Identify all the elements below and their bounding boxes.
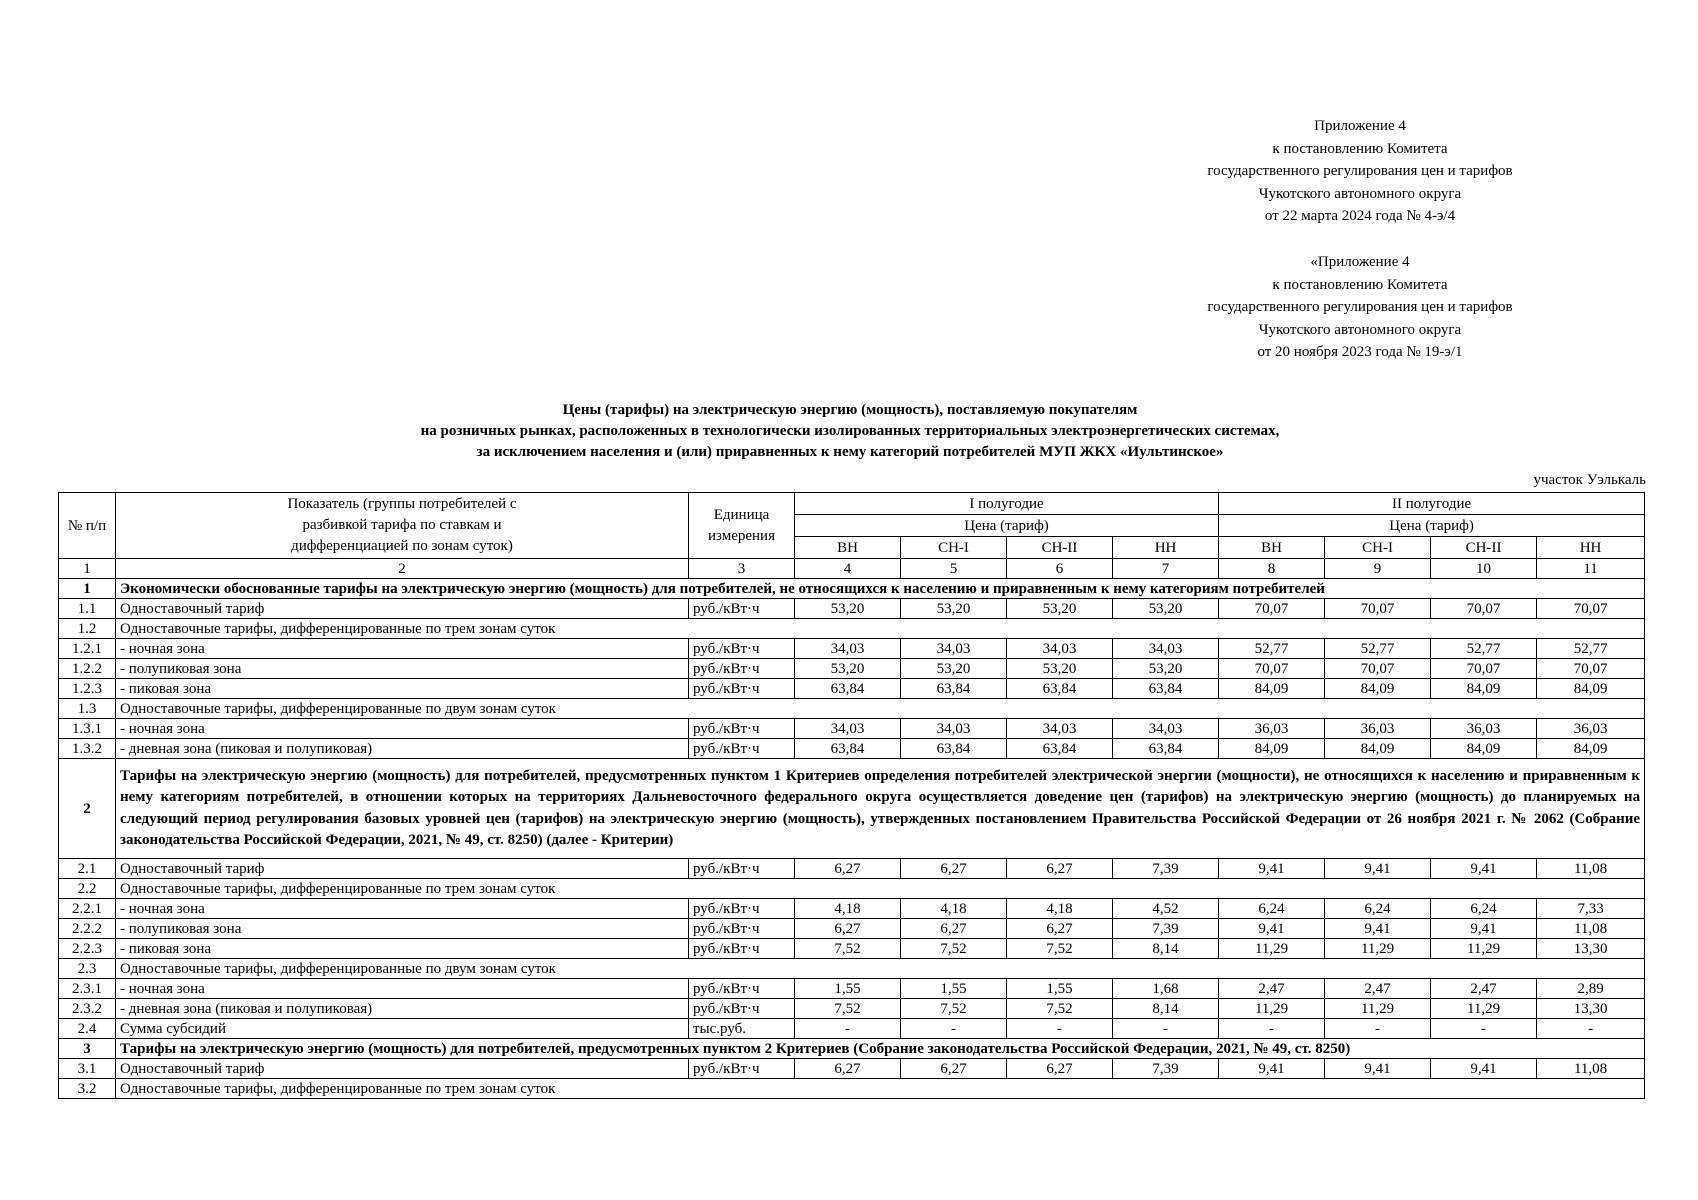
section-row <box>59 759 1645 859</box>
tariff-value-cell: 84,09 <box>1325 679 1431 699</box>
tariff-value-cell: 84,09 <box>1537 739 1645 759</box>
tariff-value-cell: 9,41 <box>1219 919 1325 939</box>
section-number: 3 <box>59 1039 116 1059</box>
tariff-value-cell: 34,03 <box>1007 719 1113 739</box>
row-indicator: - полупиковая зона <box>116 919 689 939</box>
tariff-value-cell: 52,77 <box>1219 639 1325 659</box>
tariff-value-cell: 36,03 <box>1537 719 1645 739</box>
tariff-value-cell: 6,27 <box>795 919 901 939</box>
column-number-cell: 8 <box>1219 559 1325 579</box>
appendix-header-current <box>1160 115 1560 228</box>
tariff-value-cell: 6,24 <box>1325 899 1431 919</box>
tariff-value-cell: - <box>1431 1019 1537 1039</box>
row-unit: руб./кВт·ч <box>689 999 795 1019</box>
subgroup-title: Одноставочные тарифы, дифференцированные по двум зонам суток <box>116 959 1645 979</box>
row-number: 1.3 <box>59 699 116 719</box>
tariff-value-cell: 2,47 <box>1431 979 1537 999</box>
tariff-value-cell: 84,09 <box>1431 739 1537 759</box>
row-number: 1.1 <box>59 599 116 619</box>
tariff-value-cell: 53,20 <box>1007 659 1113 679</box>
row-number: 2.3.1 <box>59 979 116 999</box>
tariff-value-cell: 9,41 <box>1325 859 1431 879</box>
tariff-value-cell: 9,41 <box>1325 919 1431 939</box>
subgroup-title: Одноставочные тарифы, дифференцированные по трем зонам суток <box>116 619 1645 639</box>
tariff-value-cell: 11,29 <box>1325 939 1431 959</box>
tariff-value-cell: 4,52 <box>1113 899 1219 919</box>
row-number: 1.2.2 <box>59 659 116 679</box>
tariff-value-cell: - <box>1537 1019 1645 1039</box>
row-number: 1.2.1 <box>59 639 116 659</box>
row-unit: руб./кВт·ч <box>689 979 795 999</box>
tariff-value-cell: 63,84 <box>1113 739 1219 759</box>
tariff-value-cell: 63,84 <box>901 739 1007 759</box>
tariff-value-cell: 52,77 <box>1431 639 1537 659</box>
tariff-value-cell: 9,41 <box>1431 859 1537 879</box>
row-number: 1.2.3 <box>59 679 116 699</box>
row-indicator: - полупиковая зона <box>116 659 689 679</box>
row-number: 2.4 <box>59 1019 116 1039</box>
tariff-value-cell: 9,41 <box>1431 1059 1537 1079</box>
table-row <box>59 859 1645 879</box>
tariff-value-cell: 34,03 <box>901 639 1007 659</box>
appendix-line: Чукотского автономного округа <box>1258 321 1462 338</box>
tariff-value-cell: 53,20 <box>1113 599 1219 619</box>
tariff-value-cell: - <box>1219 1019 1325 1039</box>
header-price-2: Цена (тариф) <box>1219 515 1645 537</box>
section-number: 2 <box>59 759 116 859</box>
tariff-value-cell: 36,03 <box>1431 719 1537 739</box>
tariff-value-cell: 70,07 <box>1219 599 1325 619</box>
tariff-value-cell: 1,55 <box>795 979 901 999</box>
tariff-value-cell: 9,41 <box>1219 1059 1325 1079</box>
table-row <box>59 739 1645 759</box>
section-row <box>59 1039 1645 1059</box>
row-unit: руб./кВт·ч <box>689 599 795 619</box>
row-indicator: - пиковая зона <box>116 679 689 699</box>
tariff-value-cell: 34,03 <box>1007 639 1113 659</box>
row-number: 1.3.2 <box>59 739 116 759</box>
table-row <box>59 639 1645 659</box>
header-level: НН <box>1537 537 1645 559</box>
tariff-value-cell: 34,03 <box>1113 719 1219 739</box>
tariff-value-cell: 6,24 <box>1431 899 1537 919</box>
row-number: 2.1 <box>59 859 116 879</box>
appendix-line: Чукотского автономного округа <box>1258 185 1462 202</box>
tariff-value-cell: 6,27 <box>1007 859 1113 879</box>
row-unit: руб./кВт·ч <box>689 639 795 659</box>
tariff-value-cell: 36,03 <box>1219 719 1325 739</box>
table-row <box>59 1019 1645 1039</box>
tariff-value-cell: 7,39 <box>1113 1059 1219 1079</box>
header-level: НН <box>1113 537 1219 559</box>
row-unit: руб./кВт·ч <box>689 919 795 939</box>
appendix-line: к постановлению Комитета <box>1272 140 1448 157</box>
table-row <box>59 599 1645 619</box>
column-number-cell: 3 <box>689 559 795 579</box>
document-title <box>120 400 1580 463</box>
row-indicator: - пиковая зона <box>116 939 689 959</box>
tariff-value-cell: 11,08 <box>1537 859 1645 879</box>
row-number: 1.2 <box>59 619 116 639</box>
row-indicator: - ночная зона <box>116 899 689 919</box>
column-number-cell: 2 <box>116 559 689 579</box>
tariff-value-cell: 84,09 <box>1325 739 1431 759</box>
row-unit: руб./кВт·ч <box>689 719 795 739</box>
column-number-row <box>59 559 1645 579</box>
tariff-value-cell: 11,08 <box>1537 919 1645 939</box>
row-unit: руб./кВт·ч <box>689 859 795 879</box>
tariff-value-cell: 11,29 <box>1219 939 1325 959</box>
header-level: СН-II <box>1007 537 1113 559</box>
tariff-value-cell: 7,39 <box>1113 859 1219 879</box>
subgroup-row <box>59 699 1645 719</box>
table-row <box>59 659 1645 679</box>
row-unit: руб./кВт·ч <box>689 659 795 679</box>
table-row <box>59 939 1645 959</box>
tariff-value-cell: 7,52 <box>1007 939 1113 959</box>
appendix-line: «Приложение 4 <box>1310 254 1410 270</box>
tariff-value-cell: - <box>1007 1019 1113 1039</box>
row-unit: руб./кВт·ч <box>689 939 795 959</box>
tariff-value-cell: 63,84 <box>795 679 901 699</box>
section-title: Экономически обоснованные тарифы на электрическую энергию (мощность) для потребителей, не относящихся к населению и приравненным к нему категориям потребителей <box>116 579 1645 599</box>
row-indicator: Одноставочный тариф <box>116 599 689 619</box>
table-row <box>59 979 1645 999</box>
tariff-value-cell: 11,08 <box>1537 1059 1645 1079</box>
tariff-value-cell: 34,03 <box>795 639 901 659</box>
header-unit: Единица измерения <box>689 493 795 559</box>
row-number: 2.2 <box>59 879 116 899</box>
tariff-value-cell: 9,41 <box>1431 919 1537 939</box>
tariff-value-cell: 6,27 <box>795 859 901 879</box>
row-indicator: - ночная зона <box>116 639 689 659</box>
column-number-cell: 7 <box>1113 559 1219 579</box>
tariff-value-cell: 13,30 <box>1537 999 1645 1019</box>
title-line: за исключением населения и (или) приравненных к нему категорий потребителей МУП ЖКХ «Иультинское» <box>476 444 1224 460</box>
row-number: 1.3.1 <box>59 719 116 739</box>
appendix-header-amended <box>1160 251 1560 364</box>
column-number-cell: 9 <box>1325 559 1431 579</box>
row-indicator: - ночная зона <box>116 979 689 999</box>
table-row <box>59 899 1645 919</box>
row-unit: руб./кВт·ч <box>689 899 795 919</box>
row-indicator: - дневная зона (пиковая и полупиковая) <box>116 739 689 759</box>
tariff-value-cell: 8,14 <box>1113 999 1219 1019</box>
tariff-value-cell: 52,77 <box>1325 639 1431 659</box>
column-number-cell: 5 <box>901 559 1007 579</box>
site-label: участок Уэлькаль <box>1533 472 1646 488</box>
subgroup-title: Одноставочные тарифы, дифференцированные по трем зонам суток <box>116 879 1645 899</box>
table-row <box>59 679 1645 699</box>
tariff-value-cell: 4,18 <box>1007 899 1113 919</box>
tariff-value-cell: 11,29 <box>1219 999 1325 1019</box>
tariff-value-cell: 53,20 <box>795 659 901 679</box>
tariff-value-cell: 11,29 <box>1325 999 1431 1019</box>
row-unit: руб./кВт·ч <box>689 1059 795 1079</box>
appendix-line: государственного регулирования цен и тарифов <box>1207 163 1513 179</box>
tariff-value-cell: 34,03 <box>795 719 901 739</box>
tariff-value-cell: - <box>901 1019 1007 1039</box>
header-level: ВН <box>795 537 901 559</box>
tariff-value-cell: 9,41 <box>1325 1059 1431 1079</box>
tariff-value-cell: 53,20 <box>901 599 1007 619</box>
row-number: 3.2 <box>59 1079 116 1099</box>
tariff-value-cell: 63,84 <box>901 679 1007 699</box>
title-line: Цены (тарифы) на электрическую энергию (мощность), поставляемую покупателям <box>562 402 1138 418</box>
tariff-value-cell: 63,84 <box>1113 679 1219 699</box>
header-level: СН-I <box>1325 537 1431 559</box>
table-row <box>59 719 1645 739</box>
tariff-value-cell: 70,07 <box>1219 659 1325 679</box>
tariff-value-cell: 6,27 <box>1007 1059 1113 1079</box>
header-level: СН-I <box>901 537 1007 559</box>
row-indicator: - ночная зона <box>116 719 689 739</box>
tariff-value-cell: 70,07 <box>1325 599 1431 619</box>
tariff-value-cell: 63,84 <box>795 739 901 759</box>
tariff-value-cell: 84,09 <box>1431 679 1537 699</box>
tariff-value-cell: - <box>1325 1019 1431 1039</box>
subgroup-title: Одноставочные тарифы, дифференцированные по двум зонам суток <box>116 699 1645 719</box>
header-price-1: Цена (тариф) <box>795 515 1219 537</box>
tariff-value-cell: 6,24 <box>1219 899 1325 919</box>
tariff-value-cell: 1,68 <box>1113 979 1219 999</box>
section-title: Тарифы на электрическую энергию (мощность) для потребителей, предусмотренных пунктом 2 Критериев (Собрание законодательства Российской Федерации, 2021, № 49, ст. 8250) <box>116 1039 1645 1059</box>
column-number-cell: 11 <box>1537 559 1645 579</box>
tariff-table-body <box>59 579 1645 1099</box>
subgroup-row <box>59 619 1645 639</box>
tariff-value-cell: 70,07 <box>1431 599 1537 619</box>
tariff-value-cell: 7,39 <box>1113 919 1219 939</box>
tariff-value-cell: 6,27 <box>901 919 1007 939</box>
tariff-value-cell: 70,07 <box>1431 659 1537 679</box>
tariff-value-cell: 11,29 <box>1431 999 1537 1019</box>
subgroup-row <box>59 879 1645 899</box>
row-number: 2.3.2 <box>59 999 116 1019</box>
subgroup-row <box>59 1079 1645 1099</box>
row-unit: тыс.руб. <box>689 1019 795 1039</box>
tariff-value-cell: 63,84 <box>1007 739 1113 759</box>
tariff-value-cell: 2,89 <box>1537 979 1645 999</box>
section-number: 1 <box>59 579 116 599</box>
tariff-value-cell: 34,03 <box>901 719 1007 739</box>
section-row <box>59 579 1645 599</box>
tariff-value-cell: 6,27 <box>901 859 1007 879</box>
tariff-value-cell: - <box>1113 1019 1219 1039</box>
tariff-value-cell: 84,09 <box>1537 679 1645 699</box>
tariff-value-cell: 13,30 <box>1537 939 1645 959</box>
tariff-value-cell: 1,55 <box>901 979 1007 999</box>
table-row <box>59 1059 1645 1079</box>
tariff-value-cell: 9,41 <box>1219 859 1325 879</box>
tariff-value-cell: 84,09 <box>1219 739 1325 759</box>
row-indicator: Одноставочный тариф <box>116 859 689 879</box>
tariff-value-cell: 53,20 <box>901 659 1007 679</box>
tariff-value-cell: 11,29 <box>1431 939 1537 959</box>
table-row <box>59 919 1645 939</box>
subgroup-row <box>59 959 1645 979</box>
tariff-value-cell: 4,18 <box>795 899 901 919</box>
tariff-value-cell: 2,47 <box>1219 979 1325 999</box>
column-number-cell: 1 <box>59 559 116 579</box>
tariff-value-cell: 6,27 <box>901 1059 1007 1079</box>
tariff-value-cell: 34,03 <box>1113 639 1219 659</box>
row-number: 2.3 <box>59 959 116 979</box>
header-level: ВН <box>1219 537 1325 559</box>
tariff-value-cell: 84,09 <box>1219 679 1325 699</box>
tariff-value-cell: 8,14 <box>1113 939 1219 959</box>
tariff-value-cell: 7,33 <box>1537 899 1645 919</box>
tariff-value-cell: 7,52 <box>795 999 901 1019</box>
tariff-value-cell: 70,07 <box>1537 599 1645 619</box>
appendix-line: к постановлению Комитета <box>1272 276 1448 293</box>
tariff-value-cell: 7,52 <box>795 939 901 959</box>
row-number: 3.1 <box>59 1059 116 1079</box>
row-number: 2.2.1 <box>59 899 116 919</box>
header-indicator: Показатель (группы потребителей с разбивкой тарифа по ставкам и дифференциацией по зонам суток) <box>116 493 689 559</box>
row-number: 2.2.2 <box>59 919 116 939</box>
row-number: 2.2.3 <box>59 939 116 959</box>
column-number-cell: 10 <box>1431 559 1537 579</box>
tariff-value-cell: 53,20 <box>1113 659 1219 679</box>
row-indicator: Сумма субсидий <box>116 1019 689 1039</box>
tariff-value-cell: 52,77 <box>1537 639 1645 659</box>
appendix-line: от 22 марта 2024 года № 4-э/4 <box>1264 208 1456 224</box>
header-half-2: II полугодие <box>1219 493 1645 515</box>
tariff-value-cell: 63,84 <box>1007 679 1113 699</box>
header-num: № п/п <box>59 493 116 559</box>
tariff-value-cell: 2,47 <box>1325 979 1431 999</box>
appendix-line: от 20 ноября 2023 года № 19-э/1 <box>1257 344 1463 360</box>
tariff-value-cell: 6,27 <box>1007 919 1113 939</box>
tariff-value-cell: 6,27 <box>795 1059 901 1079</box>
tariff-value-cell: 1,55 <box>1007 979 1113 999</box>
tariff-value-cell: 53,20 <box>795 599 901 619</box>
appendix-line: Приложение 4 <box>1314 118 1406 134</box>
tariff-value-cell: 70,07 <box>1537 659 1645 679</box>
tariff-value-cell: 7,52 <box>901 999 1007 1019</box>
tariff-value-cell: - <box>795 1019 901 1039</box>
title-line: на розничных рынках, расположенных в технологически изолированных территориальных электроэнергетических системах, <box>420 423 1280 439</box>
row-indicator: Одноставочный тариф <box>116 1059 689 1079</box>
tariff-value-cell: 4,18 <box>901 899 1007 919</box>
row-indicator: - дневная зона (пиковая и полупиковая) <box>116 999 689 1019</box>
tariff-value-cell: 36,03 <box>1325 719 1431 739</box>
column-number-cell: 4 <box>795 559 901 579</box>
table-row <box>59 999 1645 1019</box>
column-number-cell: 6 <box>1007 559 1113 579</box>
appendix-line: государственного регулирования цен и тарифов <box>1207 299 1513 315</box>
row-unit: руб./кВт·ч <box>689 739 795 759</box>
row-unit: руб./кВт·ч <box>689 679 795 699</box>
tariff-value-cell: 70,07 <box>1325 659 1431 679</box>
tariff-value-cell: 7,52 <box>901 939 1007 959</box>
section-title: Тарифы на электрическую энергию (мощность) для потребителей, предусмотренных пунктом 1 Критериев определения потребителей электрической энергии (мощности), не относящихся к населению и приравненным к нему категориям потребителей, в отношении которых на территориях Дальневосточного федерального округа осуществляется доведение цен (тарифов) на электрическую энергию (мощность) до планируемых на следующий период регулирования базовых уровней цен (тарифов) на электрическую энергию (мощность), утвержденных постановлением Правительства Российской Федерации от 26 ноября 2021 г. № 2062 (Собрание законодательства Российской Федерации, 2021, № 49, ст. 8250) (далее - Критерии) <box>116 759 1645 859</box>
header-half-1: I полугодие <box>795 493 1219 515</box>
tariff-value-cell: 53,20 <box>1007 599 1113 619</box>
subgroup-title: Одноставочные тарифы, дифференцированные по трем зонам суток <box>116 1079 1645 1099</box>
tariff-value-cell: 7,52 <box>1007 999 1113 1019</box>
header-level: СН-II <box>1431 537 1537 559</box>
tariff-table <box>58 492 1645 1099</box>
